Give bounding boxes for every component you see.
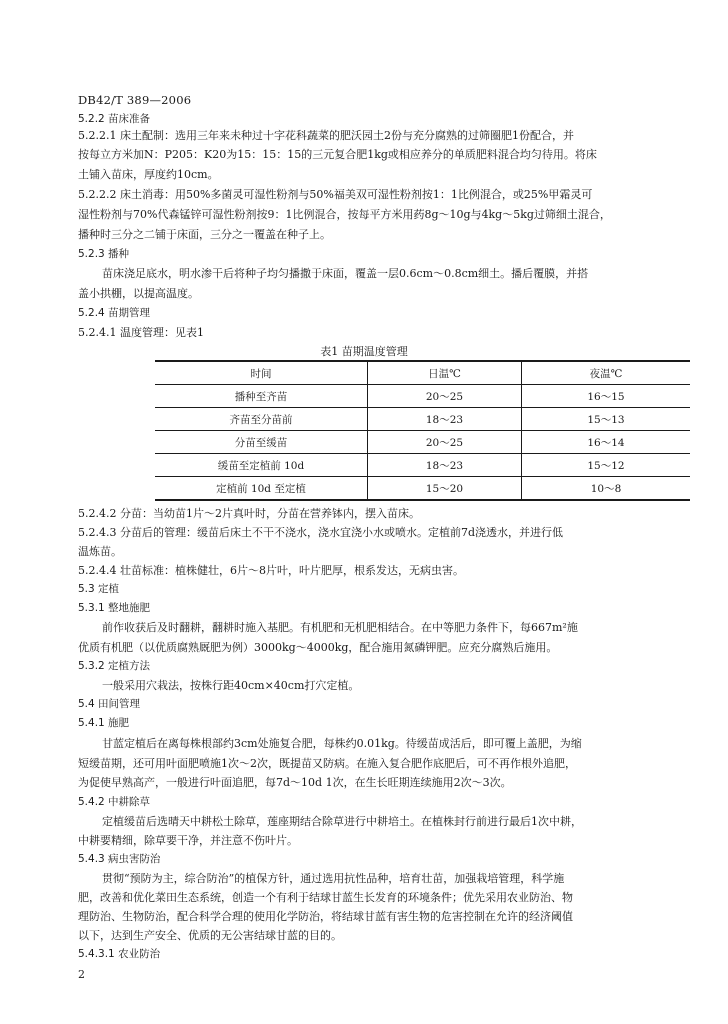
body-line: 贯彻“预防为主，综合防治”的植保方针，通过选用抗性品种，培育壮苗，加强栽培管理，科学施 bbox=[102, 872, 565, 885]
table-cell: 齐苗至分苗前 bbox=[155, 408, 368, 431]
body-line: 5.2.2.2 床土消毒：用50%多菌灵可湿性粉剂与50%福美双可湿性粉剂按1：1比例混合，或25%甲霜灵可 bbox=[78, 188, 593, 201]
table-cell: 定植前 10d 至定植 bbox=[155, 477, 368, 501]
page-number: 2 bbox=[78, 968, 85, 981]
table-row bbox=[155, 431, 690, 454]
body-line: 5.2.4.4 壮苗标准：植株健壮，6片～8片叶，叶片肥厚，根系发达，无病虫害。 bbox=[78, 564, 464, 577]
column-header: 日温℃ bbox=[368, 361, 522, 385]
table-cell: 10～8 bbox=[522, 477, 691, 501]
table-cell: 15～12 bbox=[522, 454, 691, 477]
table-cell: 分苗至缓苗 bbox=[155, 431, 368, 454]
body-line: 优质有机肥（以优质腐熟厩肥为例）3000kg～4000kg，配合施用氮磷钾肥。应充分腐熟后施用。 bbox=[78, 641, 558, 654]
table-row bbox=[155, 454, 690, 477]
section-heading: 5.2.3 播种 bbox=[78, 248, 130, 260]
section-heading: 5.4.2 中耕除草 bbox=[78, 796, 151, 808]
body-line: 定植缓苗后选晴天中耕松土除草，莲座期结合除草进行中耕培土。在植株封行前进行最后1次中耕， bbox=[102, 815, 582, 828]
body-line: 5.2.4.2 分苗：当幼苗1片～2片真叶时，分苗在营养钵内，摆入苗床。 bbox=[78, 507, 420, 520]
section-heading: 5.3.1 整地施肥 bbox=[78, 602, 151, 614]
section-heading: 5.2.2 苗床准备 bbox=[78, 113, 151, 125]
body-line: 5.2.4.1 温度管理：见表1 bbox=[78, 326, 204, 339]
table-cell: 18～23 bbox=[368, 454, 522, 477]
table-row bbox=[155, 385, 690, 408]
section-heading: 5.4 田间管理 bbox=[78, 698, 141, 710]
table-cell: 20～25 bbox=[368, 431, 522, 454]
body-line: 播种时三分之二铺于床面，三分之一覆盖在种子上。 bbox=[78, 228, 331, 241]
document-header: DB42/T 389—2006 bbox=[78, 93, 192, 107]
body-line: 甘蓝定植后在离每株根部约3cm处施复合肥，每株约0.01kg。待缓苗成活后，即可覆上盖肥，为缩 bbox=[102, 737, 582, 750]
table-row bbox=[155, 408, 690, 431]
body-line: 理防治、生物防治，配合科学合理的使用化学防治，将结球甘蓝有害生物的危害控制在允许的经济阈值 bbox=[78, 910, 573, 923]
temperature-table bbox=[155, 360, 690, 501]
table-caption: 表1 苗期温度管理 bbox=[320, 345, 408, 358]
body-line: 5.2.2.1 床土配制：选用三年来未种过十字花科蔬菜的肥沃园土2份与充分腐熟的过筛圈肥1份配合，并 bbox=[78, 129, 574, 142]
column-header: 时间 bbox=[155, 361, 368, 385]
body-line: 土铺入苗床，厚度约10cm。 bbox=[78, 168, 219, 181]
body-line: 肥，改善和优化菜田生态系统，创造一个有利于结球甘蓝生长发育的环境条件；优先采用农业防治、物 bbox=[78, 891, 573, 904]
body-line: 盖小拱棚，以提高温度。 bbox=[78, 287, 199, 300]
table-cell: 18～23 bbox=[368, 408, 522, 431]
section-heading: 5.4.3 病虫害防治 bbox=[78, 853, 161, 865]
table-cell: 缓苗至定植前 10d bbox=[155, 454, 368, 477]
body-line: 以下，达到生产安全、优质的无公害结球甘蓝的目的。 bbox=[78, 929, 342, 942]
body-line: 短缓苗期，还可用叶面肥喷施1次～2次，既提苗又防病。在施入复合肥作底肥后，可不再作根外追肥， bbox=[78, 757, 576, 770]
section-heading: 5.2.4 苗期管理 bbox=[78, 307, 151, 319]
body-line: 按每立方米加N：P205：K20为15：15：15的三元复合肥1kg或相应养分的单质肥料混合均匀待用。将床 bbox=[78, 148, 597, 161]
table-cell: 15～20 bbox=[368, 477, 522, 501]
body-line: 湿性粉剂与70%代森锰锌可湿性粉剂按9：1比例混合，按每平方米用药8g～10g与4kg～5kg过筛细土混合， bbox=[78, 208, 611, 221]
column-header: 夜温℃ bbox=[522, 361, 691, 385]
table-row bbox=[155, 477, 690, 501]
section-heading: 5.4.1 施肥 bbox=[78, 717, 130, 729]
body-line: 为促使早熟高产，一般进行叶面追肥，每7d～10d 1次，在生长旺期连续施用2次～3次。 bbox=[78, 776, 512, 789]
body-line: 中耕要精细，除草要干净，并注意不伤叶片。 bbox=[78, 834, 298, 847]
section-heading: 5.3.2 定植方法 bbox=[78, 660, 151, 672]
section-heading: 5.3 定植 bbox=[78, 583, 120, 595]
table-cell: 播种至齐苗 bbox=[155, 385, 368, 408]
table-header-row bbox=[155, 361, 690, 385]
body-line: 一般采用穴栽法，按株行距40cm×40cm打穴定植。 bbox=[102, 679, 360, 692]
body-line: 前作收获后及时翻耕，翻耕时施入基肥。有机肥和无机肥相结合。在中等肥力条件下，每667m²施 bbox=[102, 621, 578, 634]
body-line: 温炼苗。 bbox=[78, 545, 122, 558]
table-cell: 15～13 bbox=[522, 408, 691, 431]
table-cell: 16～14 bbox=[522, 431, 691, 454]
body-line: 苗床浇足底水，明水渗干后将种子均匀播撒于床面，覆盖一层0.6cm～0.8cm细土。播后覆膜，并搭 bbox=[102, 267, 589, 280]
body-line: 5.2.4.3 分苗后的管理：缓苗后床土不干不浇水，浇水宜浇小水或喷水。定植前7d浇透水，并进行低 bbox=[78, 526, 564, 539]
table-cell: 20～25 bbox=[368, 385, 522, 408]
table-cell: 16～15 bbox=[522, 385, 691, 408]
section-heading: 5.4.3.1 农业防治 bbox=[78, 948, 161, 960]
